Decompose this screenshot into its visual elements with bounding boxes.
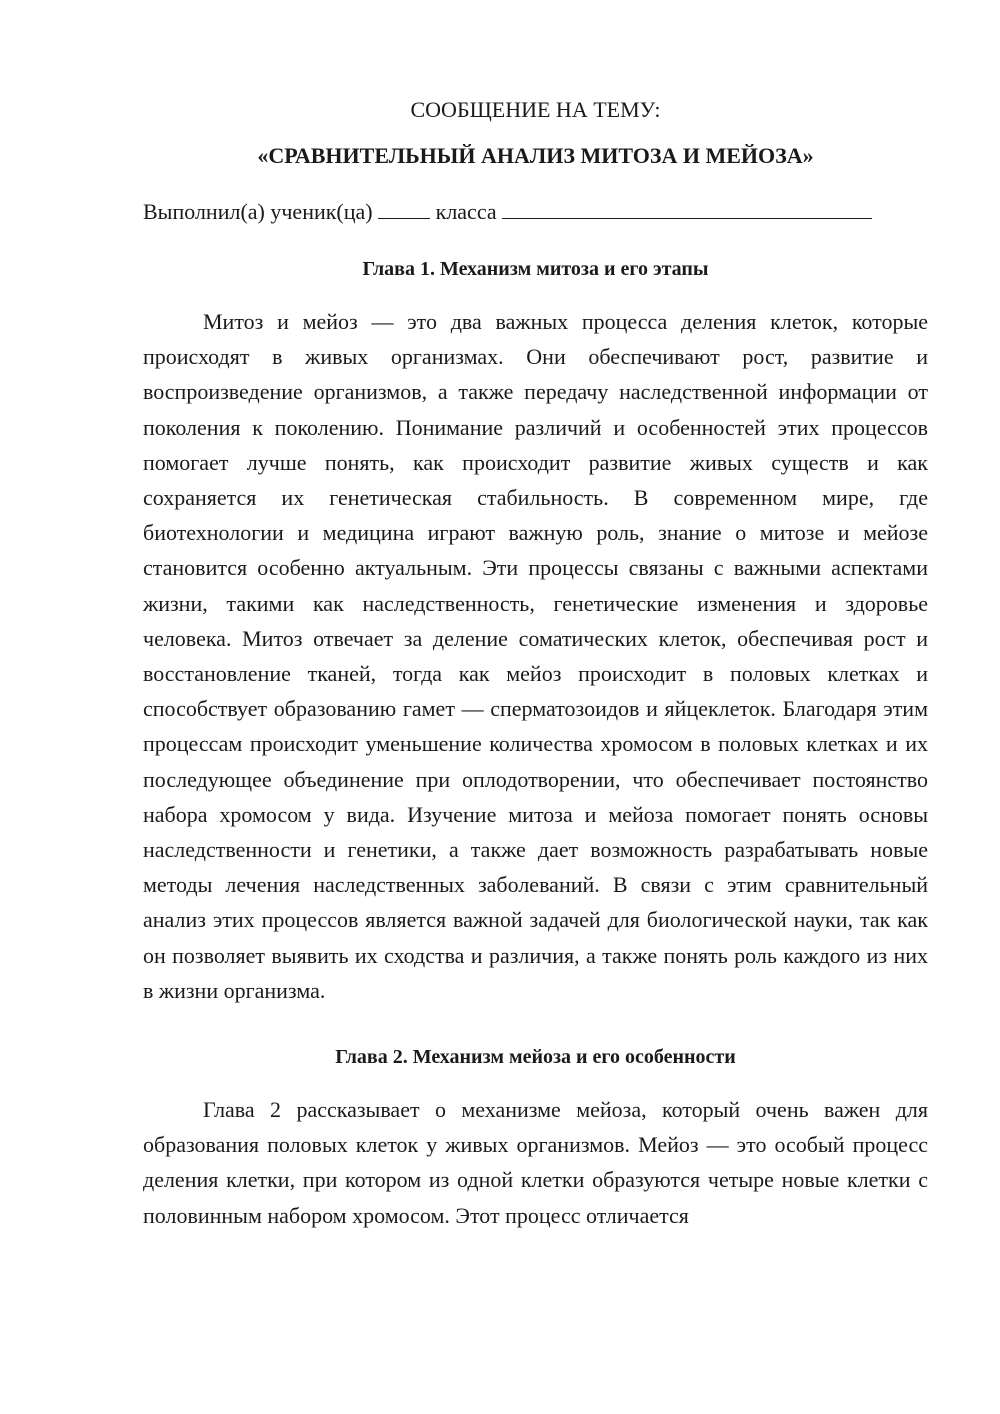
document-heading: СООБЩЕНИЕ НА ТЕМУ:: [410, 97, 661, 122]
document-page: [143, 96, 928, 1233]
chapter-1-paragraph: Митоз и мейоз — это два важных процесса деления клеток, которые происходят в живых организмах. Они обеспечивают рост, развитие и воспроизведение организмов, а также передачу наследственной информации от поколения к поколению. Понимание различий и особенностей этих процессов помогает лучше понять, как происходит развитие живых существ и как сохраняется их генетическая стабильность. В современном мире, где биотехнологии и медицина играют важную роль, знание о митозе и мейозе становится особенно актуальным. Эти процессы связаны с важными аспектами жизни, такими как наследственность, генетические изменения и здоровье человека. Митоз отвечает за деление соматических клеток, обеспечивая рост и восстановление тканей, тогда как мейоз происходит в половых клетках и способствует образованию гамет — сперматозоидов и яйцеклеток. Благодаря этим процессам происходит уменьшение количества хромосом в половых клетках и их последующее объединение при оплодотворении, что обеспечивает постоянство набора хромосом у вида. Изучение митоза и мейоза помогает понять основы наследственности и генетики, а также дает возможность разрабатывать новые методы лечения наследственных заболеваний. В связи с этим сравнительный анализ этих процессов является важной задачей для биологической науки, так как он позволяет выявить их сходства и различия, а также понять роль каждого из них в жизни организма.: [143, 309, 928, 1003]
student-name-blank: [502, 198, 872, 219]
author-signature-line: [143, 198, 928, 226]
document-topic-title: «СРАВНИТЕЛЬНЫЙ АНАЛИЗ МИТОЗА И МЕЙОЗА»: [257, 143, 814, 168]
signature-class-label: класса: [435, 199, 497, 224]
signature-prefix: Выполнил(а) ученик(ца): [143, 199, 373, 224]
chapter-2-paragraph: Глава 2 рассказывает о механизме мейоза, который очень важен для образования половых клеток у живых организмов. Мейоз — это особый процесс деления клетки, при котором из одной клетки образуются четыре новые клетки с половинным набором хромосом. Этот процесс отличается: [143, 1097, 928, 1228]
chapter-1-title: Глава 1. Механизм митоза и его этапы: [362, 258, 709, 280]
chapter-2-title: Глава 2. Механизм мейоза и его особенности: [335, 1046, 736, 1069]
class-number-blank: [378, 198, 430, 219]
